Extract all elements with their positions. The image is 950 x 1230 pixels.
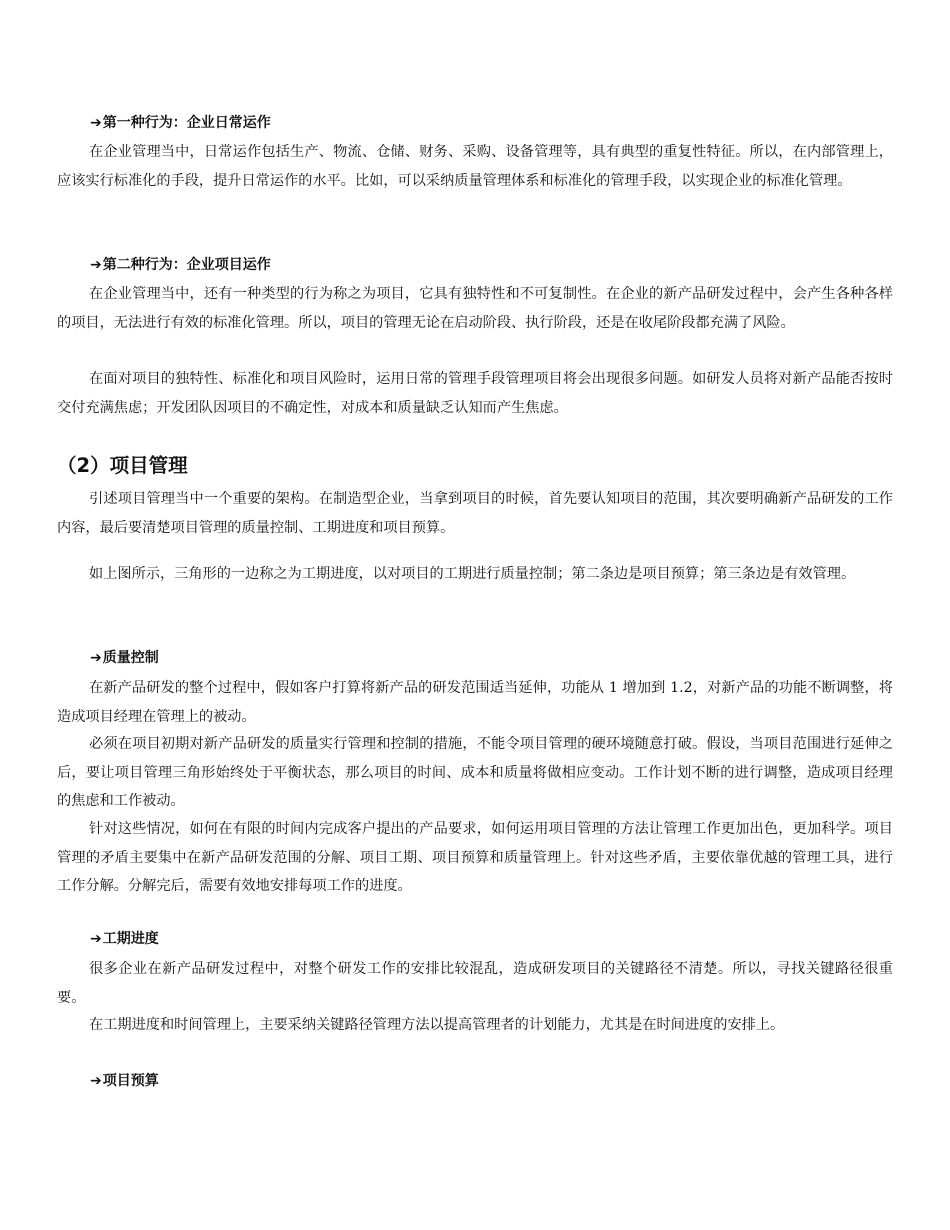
subheading-text: 工期进度 [102,931,159,947]
section-title-project-management: （2）项目管理 [57,454,188,477]
paragraph: 在工期进度和时间管理上，主要采纳关键路径管理方法以提高管理者的计划能力，尤其是在时间进度的安排上。 [89,1017,785,1033]
paragraph: 很多企业在新产品研发过程中，对整个研发工作的安排比较混乱，造成研发项目的关键路径不清楚。所以，寻找关键路径很重要。 [57,961,893,1006]
subheading-text: 项目预算 [102,1073,159,1089]
paragraph: 如上图所示，三角形的一边称之为工期进度，以对项目的工期进行质量控制；第二条边是项目预算；第三条边是有效管理。 [89,566,856,582]
arrow-right-icon: ➔ [90,115,102,131]
subheading-daily-operations [90,113,271,133]
paragraph: 引述项目管理当中一个重要的架构。在制造型企业，当拿到项目的时候，首先要认知项目的范围，其次要明确新产品研发的工作内容，最后要清楚项目管理的质量控制、工期进度和项目预算。 [57,491,893,536]
subheading-project-operations [90,255,271,275]
arrow-right-icon: ➔ [90,650,102,666]
subheading-text: 第一种行为：企业日常运作 [102,115,271,131]
paragraph: 在面对项目的独特性、标准化和项目风险时，运用日常的管理手段管理项目将会出现很多问题。如研发人员将对新产品能否按时交付充满焦虑；开发团队因项目的不确定性，对成本和质量缺乏认知而产生焦虑。 [57,371,893,416]
subheading-text: 质量控制 [102,650,159,666]
paragraph: 在新产品研发的整个过程中，假如客户打算将新产品的研发范围适当延伸，功能从 1 增加到 1.2，对新产品的功能不断调整，将造成项目经理在管理上的被动。 [57,680,893,725]
arrow-right-icon: ➔ [90,257,102,273]
paragraph: 在企业管理当中，还有一种类型的行为称之为项目，它具有独特性和不可复制性。在企业的新产品研发过程中，会产生各种各样的项目，无法进行有效的标准化管理。所以，项目的管理无论在启动阶段、执行阶段，还是在收尾阶段都充满了风险。 [57,286,893,331]
paragraph: 针对这些情况，如何在有限的时间内完成客户提出的产品要求，如何运用项目管理的方法让管理工作更加出色，更加科学。项目管理的矛盾主要集中在新产品研发范围的分解、项目工期、项目预算和质量管理上。针对这些矛盾，主要依靠优越的管理工具，进行工作分解。分解完后，需要有效地安排每项工作的进度。 [57,821,893,894]
paragraph: 必须在项目初期对新产品研发的质量实行管理和控制的措施，不能令项目管理的硬环境随意打破。假设，当项目范围进行延伸之后，要让项目管理三角形始终处于平衡状态，那么项目的时间、成本和质量将做相应变动。工作计划不断的进行调整，造成项目经理的焦虑和工作被动。 [57,736,893,809]
arrow-right-icon: ➔ [90,1073,102,1089]
subheading-budget [90,1071,159,1091]
subheading-text: 第二种行为：企业项目运作 [102,257,271,273]
paragraph: 在企业管理当中，日常运作包括生产、物流、仓储、财务、采购、设备管理等，具有典型的重复性特征。所以，在内部管理上，应该实行标准化的手段，提升日常运作的水平。比如，可以采纳质量管理体系和标准化的管理手段，以实现企业的标准化管理。 [57,144,893,189]
subheading-schedule [90,929,159,949]
arrow-right-icon: ➔ [90,931,102,947]
subheading-quality-control [90,648,159,668]
